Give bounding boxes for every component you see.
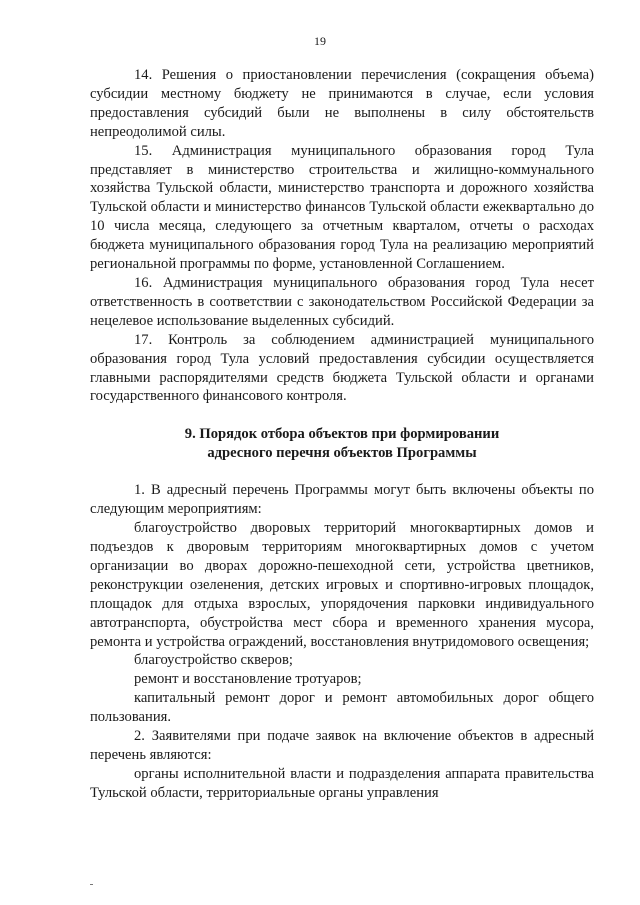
paragraph-14: 14. Решения о приостановлении перечисления (сокращения объема) субсидии местному бюджету не принимаются в случае, если условия предоставления субсидий были не выполнены в силу обстоятельств непреодолимой силы. [90, 67, 594, 140]
paragraph-applicants: органы исполнительной власти и подразделения аппарата правительства Тульской области, территориальные органы управления [90, 765, 594, 801]
section-heading [90, 425, 594, 462]
paragraph-9-2: 2. Заявителями при подаче заявок на включение объектов в адресный перечень являются: [90, 728, 594, 763]
paragraph-17: 17. Контроль за соблюдением администрацией муниципального образования город Тула условий предоставления субсидии осуществляется главными распорядителями средств бюджета Тульской области и органами государственного финансового контроля. [90, 331, 594, 405]
list-item-roads: капитальный ремонт дорог и ремонт автомобильных дорог общего пользования. [90, 690, 594, 726]
scan-mark [90, 884, 93, 885]
paragraph-9-1: 1. В адресный перечень Программы могут быть включены объекты по следующим мероприятиям: [90, 482, 594, 518]
paragraph-16: 16. Администрация муниципального образования город Тула несет ответственность в соответствии с законодательством Российской Федерации за нецелевое использование выделенных субсидий. [90, 274, 594, 329]
list-item-sidewalks: ремонт и восстановление тротуаров; [134, 671, 362, 688]
document-body [90, 66, 594, 803]
list-item-squares: благоустройство скверов; [134, 652, 293, 669]
paragraph-15: 15. Администрация муниципального образования город Тула представляет в министерство строительства и жилищно-коммунального хозяйства Тульской области, министерство транспорта и дорожного хозяйства Тульской области и министерство финансов Тульской области ежеквартально до 10 числа месяца, следующего за отчетным кварталом, отчеты о расходах бюджета муниципального образования город Тула на реализацию мероприятий региональной программы по форме, установленной Соглашением. [90, 142, 594, 273]
list-item-yard-improvement: благоустройство дворовых территорий многоквартирных домов и подъездов к дворовым территориям многоквартирных домов с учетом организации во дворах дорожно-пешеходной сети, устройства цветников, реконструкции озеленения, детских игровых и спортивно-игровых площадок, площадок для отдыха взрослых, упорядочения парковки индивидуального автотранспорта, обустройства мест сбора и временного хранения мусора, ремонта и устройства ограждений, восстановления внутридомового освещения; [90, 520, 594, 650]
section-heading-line-1: 9. Порядок отбора объектов при формировании [184, 426, 500, 443]
page-number: 19 [314, 34, 326, 48]
section-heading-line-2: адресного перечня объектов Программы [207, 444, 477, 461]
